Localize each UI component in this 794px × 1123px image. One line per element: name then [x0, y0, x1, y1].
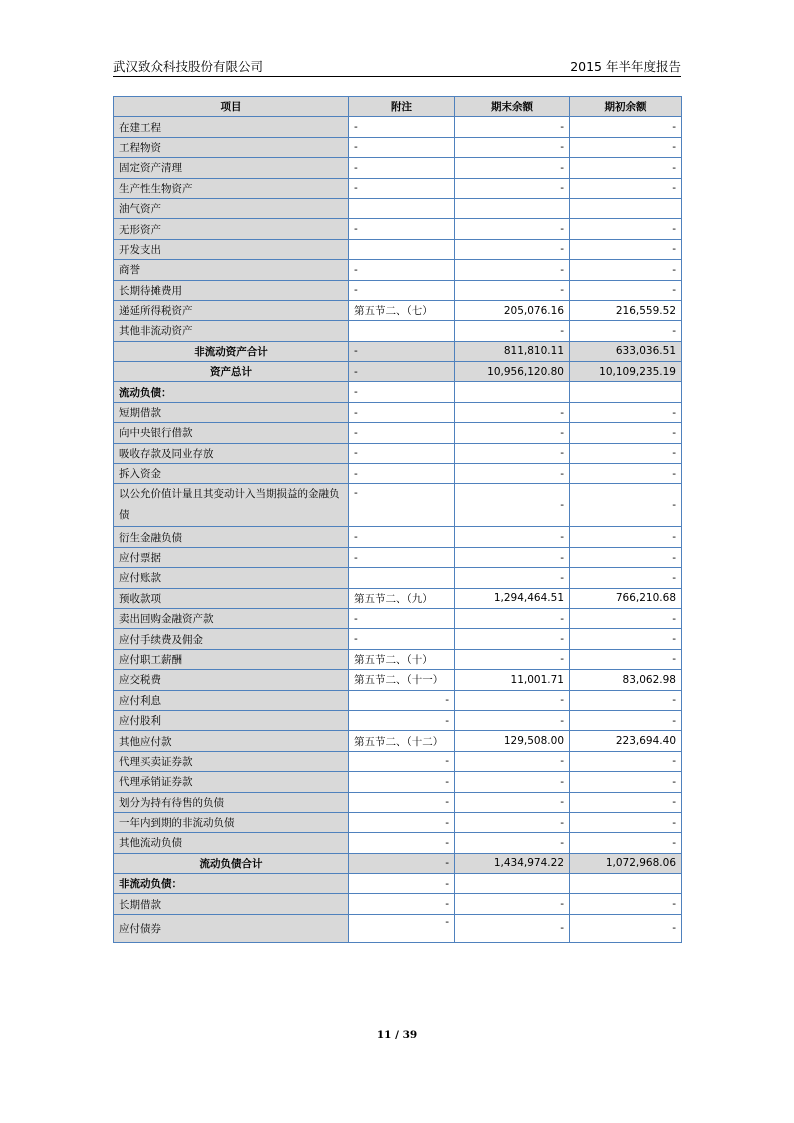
- row-note: -: [349, 117, 455, 137]
- row-item: 应交税费: [114, 670, 349, 690]
- table-row: [114, 423, 682, 443]
- row-note: -: [349, 158, 455, 178]
- row-end-balance: 129,508.00: [455, 731, 570, 751]
- row-note: -: [349, 690, 455, 710]
- table-row: [114, 443, 682, 463]
- row-end-balance: -: [455, 894, 570, 914]
- row-begin-balance: -: [570, 547, 682, 567]
- table-row: [114, 690, 682, 710]
- row-begin-balance: -: [570, 914, 682, 942]
- row-item: 应付股利: [114, 710, 349, 730]
- row-item: 在建工程: [114, 117, 349, 137]
- table-row: [114, 280, 682, 300]
- row-end-balance: 11,001.71: [455, 670, 570, 690]
- row-end-balance: 1,294,464.51: [455, 588, 570, 608]
- row-note: -: [349, 608, 455, 628]
- row-begin-balance: -: [570, 833, 682, 853]
- table-row: [114, 833, 682, 853]
- row-end-balance: -: [455, 423, 570, 443]
- row-note: -: [349, 547, 455, 567]
- row-end-balance: -: [455, 690, 570, 710]
- row-note: -: [349, 751, 455, 771]
- table-row: [114, 117, 682, 137]
- row-begin-balance: -: [570, 117, 682, 137]
- table-row: [114, 178, 682, 198]
- row-item: 吸收存款及同业存放: [114, 443, 349, 463]
- balance-sheet-table: [113, 96, 682, 943]
- row-item: 应付票据: [114, 547, 349, 567]
- table-row: [114, 321, 682, 341]
- row-end-balance: 10,956,120.80: [455, 362, 570, 382]
- row-item: 向中央银行借款: [114, 423, 349, 443]
- row-note: -: [349, 812, 455, 832]
- row-item: 其他应付款: [114, 731, 349, 751]
- row-end-balance: -: [455, 751, 570, 771]
- row-begin-balance: 1,072,968.06: [570, 853, 682, 873]
- column-header-item: 项目: [114, 97, 349, 117]
- row-begin-balance: -: [570, 178, 682, 198]
- row-note: -: [349, 874, 455, 894]
- table-row: [114, 792, 682, 812]
- row-end-balance: [455, 874, 570, 894]
- row-end-balance: -: [455, 629, 570, 649]
- row-note: -: [349, 853, 455, 873]
- row-note: [349, 239, 455, 259]
- row-note: -: [349, 341, 455, 361]
- row-begin-balance: -: [570, 423, 682, 443]
- table-row: [114, 260, 682, 280]
- column-header-note: 附注: [349, 97, 455, 117]
- row-begin-balance: 10,109,235.19: [570, 362, 682, 382]
- row-item: 非流动资产合计: [114, 341, 349, 361]
- table-row: [114, 300, 682, 320]
- row-note: 第五节二、（十一）: [349, 670, 455, 690]
- report-title: 2015 年半年度报告: [570, 59, 681, 74]
- row-end-balance: -: [455, 527, 570, 547]
- row-end-balance: -: [455, 178, 570, 198]
- table-row: [114, 158, 682, 178]
- row-begin-balance: -: [570, 751, 682, 771]
- row-begin-balance: -: [570, 690, 682, 710]
- row-begin-balance: -: [570, 402, 682, 422]
- row-end-balance: -: [455, 772, 570, 792]
- row-item: 应付债券: [114, 914, 349, 942]
- row-begin-balance: -: [570, 629, 682, 649]
- row-item: 无形资产: [114, 219, 349, 239]
- row-note: 第五节二、（九）: [349, 588, 455, 608]
- row-item: 流动负债：: [114, 382, 349, 402]
- row-begin-balance: 83,062.98: [570, 670, 682, 690]
- row-end-balance: -: [455, 117, 570, 137]
- table-row: [114, 772, 682, 792]
- section-row: [114, 874, 682, 894]
- row-item: 其他非流动资产: [114, 321, 349, 341]
- column-header-begin-balance: 期初余额: [570, 97, 682, 117]
- row-item: 卖出回购金融资产款: [114, 608, 349, 628]
- row-end-balance: -: [455, 812, 570, 832]
- table-row: [114, 629, 682, 649]
- row-end-balance: -: [455, 914, 570, 942]
- table-row: [114, 547, 682, 567]
- row-end-balance: [455, 382, 570, 402]
- row-note: -: [349, 464, 455, 484]
- row-end-balance: -: [455, 649, 570, 669]
- row-begin-balance: -: [570, 137, 682, 157]
- row-item: 商誉: [114, 260, 349, 280]
- table-header-row: [114, 97, 682, 117]
- row-begin-balance: -: [570, 812, 682, 832]
- row-begin-balance: -: [570, 484, 682, 527]
- page-number: 11 / 39: [376, 1029, 418, 1041]
- row-item: 固定资产清理: [114, 158, 349, 178]
- row-item: 长期待摊费用: [114, 280, 349, 300]
- row-begin-balance: -: [570, 772, 682, 792]
- subtotal-row: [114, 341, 682, 361]
- row-begin-balance: -: [570, 321, 682, 341]
- row-end-balance: -: [455, 464, 570, 484]
- row-end-balance: -: [455, 608, 570, 628]
- row-note: [349, 321, 455, 341]
- row-item: 生产性生物资产: [114, 178, 349, 198]
- row-begin-balance: -: [570, 260, 682, 280]
- row-item: 油气资产: [114, 198, 349, 218]
- row-note: -: [349, 423, 455, 443]
- table-row: [114, 402, 682, 422]
- table-row: [114, 710, 682, 730]
- row-begin-balance: -: [570, 894, 682, 914]
- table-row: [114, 914, 682, 942]
- row-item: 工程物资: [114, 137, 349, 157]
- table-row: [114, 137, 682, 157]
- row-end-balance: -: [455, 402, 570, 422]
- row-item: 应付手续费及佣金: [114, 629, 349, 649]
- row-begin-balance: -: [570, 710, 682, 730]
- row-end-balance: 811,810.11: [455, 341, 570, 361]
- row-begin-balance: 223,694.40: [570, 731, 682, 751]
- row-note: -: [349, 484, 455, 527]
- row-note: 第五节二、（七）: [349, 300, 455, 320]
- row-item: 一年内到期的非流动负债: [114, 812, 349, 832]
- row-item: 长期借款: [114, 894, 349, 914]
- subtotal-row: [114, 362, 682, 382]
- table-row: [114, 608, 682, 628]
- table-row: [114, 198, 682, 218]
- row-item: 代理承销证券款: [114, 772, 349, 792]
- row-begin-balance: -: [570, 568, 682, 588]
- row-end-balance: -: [455, 280, 570, 300]
- table-row: [114, 527, 682, 547]
- row-item: 其他流动负债: [114, 833, 349, 853]
- row-note: -: [349, 137, 455, 157]
- row-begin-balance: -: [570, 792, 682, 812]
- row-note: -: [349, 772, 455, 792]
- row-begin-balance: 633,036.51: [570, 341, 682, 361]
- row-end-balance: -: [455, 833, 570, 853]
- row-begin-balance: -: [570, 443, 682, 463]
- row-begin-balance: -: [570, 649, 682, 669]
- column-header-end-balance: 期末余额: [455, 97, 570, 117]
- table-row: [114, 812, 682, 832]
- row-note: -: [349, 833, 455, 853]
- row-note: -: [349, 710, 455, 730]
- row-item: 代理买卖证券款: [114, 751, 349, 771]
- table-row: [114, 484, 682, 527]
- table-row: [114, 568, 682, 588]
- row-note: 第五节二、（十二）: [349, 731, 455, 751]
- table-row: [114, 894, 682, 914]
- row-item: 资产总计: [114, 362, 349, 382]
- company-name: 武汉致众科技股份有限公司: [113, 59, 264, 74]
- row-item: 短期借款: [114, 402, 349, 422]
- table-row: [114, 239, 682, 259]
- row-end-balance: -: [455, 260, 570, 280]
- row-begin-balance: 216,559.52: [570, 300, 682, 320]
- table-row: [114, 464, 682, 484]
- row-note: -: [349, 219, 455, 239]
- row-note: [349, 568, 455, 588]
- row-item: 拆入资金: [114, 464, 349, 484]
- row-note: -: [349, 894, 455, 914]
- row-begin-balance: -: [570, 464, 682, 484]
- row-end-balance: -: [455, 443, 570, 463]
- row-note: -: [349, 362, 455, 382]
- row-item: 应付利息: [114, 690, 349, 710]
- row-item: 开发支出: [114, 239, 349, 259]
- row-note: -: [349, 527, 455, 547]
- row-begin-balance: [570, 874, 682, 894]
- row-end-balance: -: [455, 158, 570, 178]
- row-note: -: [349, 629, 455, 649]
- row-note: -: [349, 260, 455, 280]
- row-note: -: [349, 280, 455, 300]
- row-item: 非流动负债：: [114, 874, 349, 894]
- row-end-balance: -: [455, 547, 570, 567]
- table-row: [114, 731, 682, 751]
- table-row: [114, 219, 682, 239]
- table-row: [114, 588, 682, 608]
- row-begin-balance: -: [570, 608, 682, 628]
- row-end-balance: -: [455, 137, 570, 157]
- row-note: -: [349, 382, 455, 402]
- row-begin-balance: -: [570, 219, 682, 239]
- row-note: 第五节二、（十）: [349, 649, 455, 669]
- row-begin-balance: -: [570, 527, 682, 547]
- row-end-balance: 1,434,974.22: [455, 853, 570, 873]
- row-begin-balance: -: [570, 158, 682, 178]
- row-begin-balance: [570, 198, 682, 218]
- row-item: 应付账款: [114, 568, 349, 588]
- row-begin-balance: [570, 382, 682, 402]
- row-item: 应付职工薪酬: [114, 649, 349, 669]
- row-end-balance: -: [455, 219, 570, 239]
- row-begin-balance: 766,210.68: [570, 588, 682, 608]
- row-note: -: [349, 443, 455, 463]
- row-note: [349, 198, 455, 218]
- row-item: 递延所得税资产: [114, 300, 349, 320]
- section-row: [114, 382, 682, 402]
- row-note: -: [349, 914, 455, 942]
- row-item: 划分为持有待售的负债: [114, 792, 349, 812]
- row-item: 流动负债合计: [114, 853, 349, 873]
- row-item: 衍生金融负债: [114, 527, 349, 547]
- row-item: 以公允价值计量且其变动计入当期损益的金融负债: [114, 484, 349, 527]
- row-item: 预收款项: [114, 588, 349, 608]
- row-note: -: [349, 402, 455, 422]
- row-note: -: [349, 792, 455, 812]
- row-begin-balance: -: [570, 280, 682, 300]
- row-end-balance: -: [455, 568, 570, 588]
- table-row: [114, 751, 682, 771]
- table-row: [114, 649, 682, 669]
- row-end-balance: -: [455, 484, 570, 527]
- header-divider: [113, 76, 681, 77]
- row-begin-balance: -: [570, 239, 682, 259]
- row-end-balance: [455, 198, 570, 218]
- page-header: [113, 55, 681, 75]
- row-note: -: [349, 178, 455, 198]
- subtotal-row: [114, 853, 682, 873]
- row-end-balance: -: [455, 239, 570, 259]
- row-end-balance: -: [455, 710, 570, 730]
- table-row: [114, 670, 682, 690]
- row-end-balance: 205,076.16: [455, 300, 570, 320]
- row-end-balance: -: [455, 792, 570, 812]
- row-end-balance: -: [455, 321, 570, 341]
